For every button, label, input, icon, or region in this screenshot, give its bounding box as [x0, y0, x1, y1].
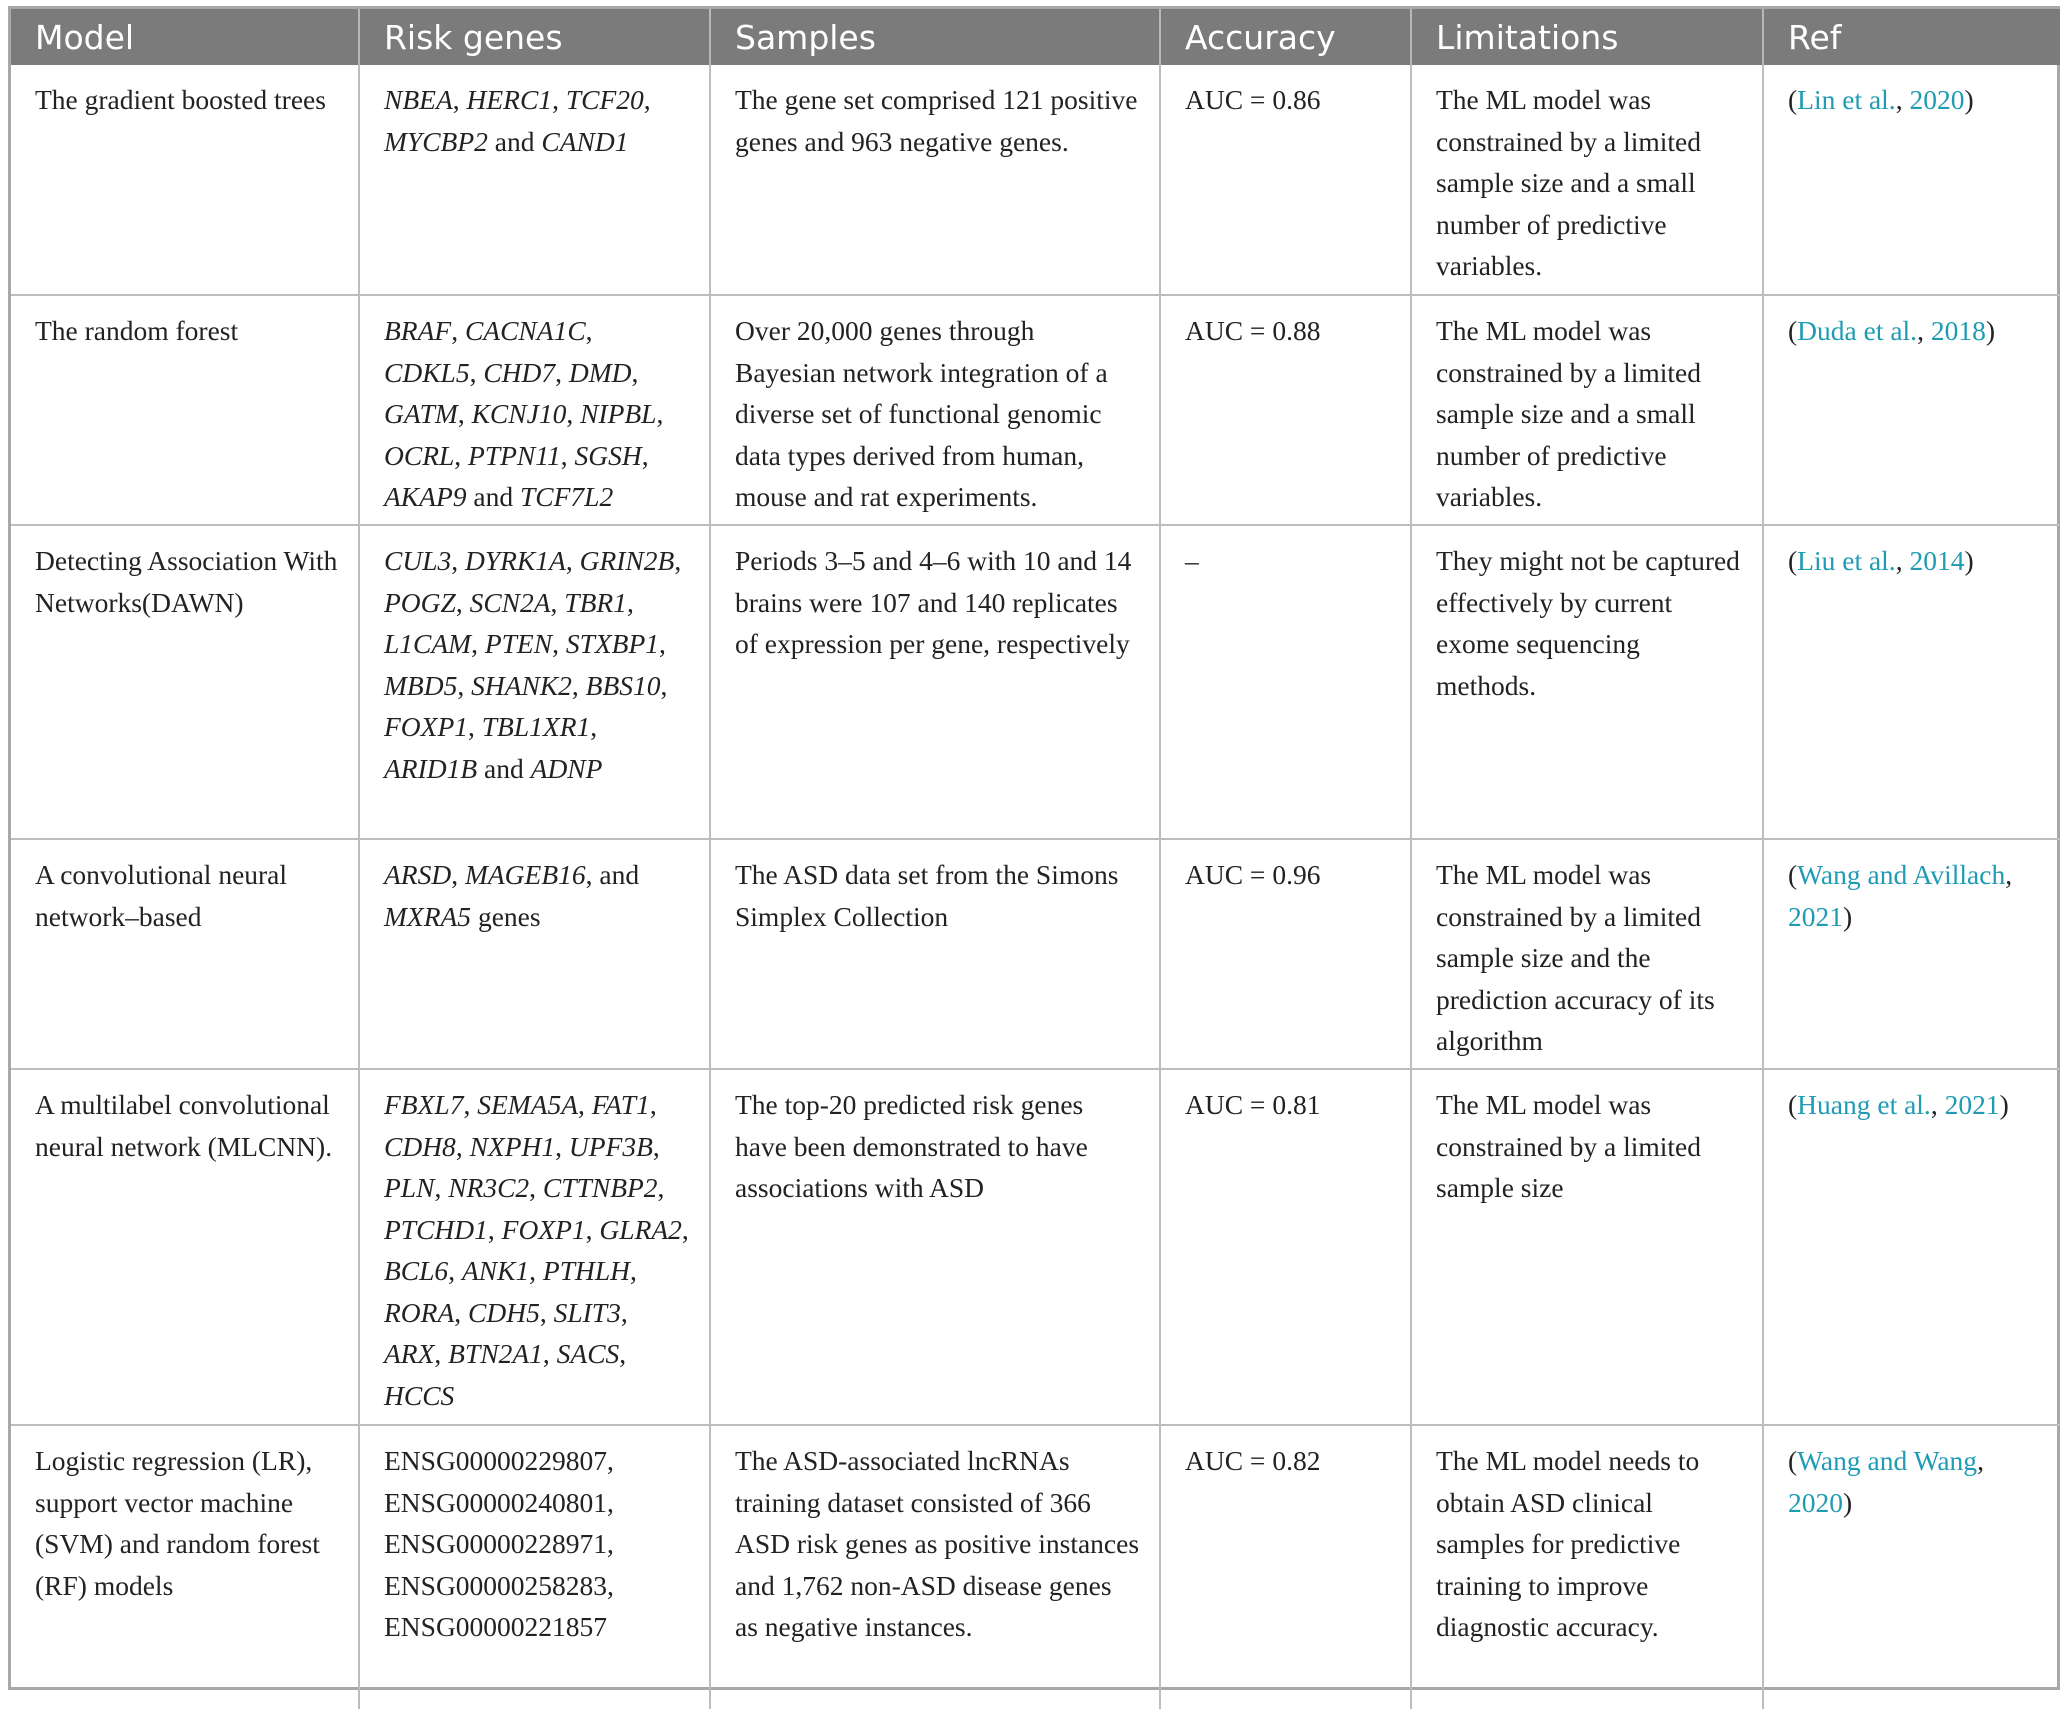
gene-separator: , [660, 669, 668, 701]
gene-name: MBD5 [384, 669, 458, 701]
gene-name: OCRL [384, 439, 455, 471]
gene-name: RORA [384, 1296, 455, 1328]
gene-name: CUL3 [384, 545, 452, 576]
gene-separator: , [448, 1255, 462, 1286]
ref-paren-close: ) [1985, 315, 1995, 346]
gene-separator: , [566, 398, 581, 429]
cell-model: A multilabel convolutional neural network (MLCNN). [11, 1069, 359, 1425]
cell-samples: The gene set comprised 121 positive genes and 963 negative genes. [710, 65, 1160, 295]
gene-name: PTPN11 [468, 439, 561, 471]
gene-name: STXBP1 [565, 628, 660, 659]
gene-name: POGZ [384, 586, 456, 618]
gene-separator: , [649, 1089, 657, 1120]
gene-separator: , [454, 439, 469, 471]
gene-separator: , [454, 1296, 469, 1328]
header-samples: Samples [710, 9, 1160, 65]
gene-name: HCCS [384, 1379, 455, 1411]
gene-name: PTHLH [542, 1255, 631, 1286]
cell-limitations: The ML model was constrained by a limited sample size and a small number of predictive variables. [1411, 65, 1763, 295]
citation-authors-link[interactable]: Lin et al. [1797, 84, 1896, 115]
gene-name: AKAP9 [384, 481, 467, 512]
cell-model: The random forest [11, 295, 359, 525]
gene-separator: , [452, 84, 467, 115]
gene-name: GLRA2 [599, 1213, 682, 1245]
cell-samples: The top-20 predicted risk genes have been demonstrated to have associations with ASD [710, 1069, 1160, 1425]
gene-separator: , [652, 1130, 660, 1162]
gene-separator: , [539, 1296, 554, 1328]
gene-name: DYRK1A [465, 545, 566, 576]
gene-name: SCN2A [469, 586, 551, 618]
gene-name: SACS [556, 1338, 620, 1369]
cell-accuracy: AUC = 0.88 [1160, 295, 1411, 525]
gene-separator: , [657, 1172, 665, 1203]
gene-separator: , [674, 545, 682, 576]
cell-ref [1763, 525, 2060, 839]
gene-separator: ENSG00000229807, ENSG00000240801, ENSG00000228971, ENSG00000258283, ENSG00000221857 [384, 1445, 614, 1642]
gene-separator: , [631, 356, 639, 388]
gene-separator: , [552, 84, 566, 115]
gene-separator: , [451, 859, 465, 890]
ref-paren-close: ) [1964, 545, 1974, 576]
gene-separator: , [590, 711, 598, 742]
gene-name: SHANK2 [471, 669, 572, 701]
table-row [11, 1069, 2060, 1425]
gene-name: TBR1 [564, 586, 627, 618]
gene-separator: , [550, 586, 565, 618]
gene-name: TBL1XR1 [481, 711, 591, 742]
cell-samples: Periods 3–5 and 4–6 with 10 and 14 brains were 107 and 140 replicates of expression per gene, respectively [710, 525, 1160, 839]
header-model: Model [11, 9, 359, 65]
gene-separator: and [477, 752, 531, 784]
cell-limitations: The ML model was constrained by a limited sample size and a small number of predictive variables. [1411, 295, 1763, 525]
gene-name: CHD7 [483, 356, 556, 388]
gene-name: NXPH1 [469, 1130, 556, 1162]
table-row [11, 295, 2060, 525]
gene-name: NIPBL [580, 398, 657, 429]
header-row [11, 9, 2060, 65]
cell-limitations: They might not be captured effectively by current exome sequencing methods. [1411, 525, 1763, 839]
cell-risk-genes [359, 1425, 710, 1709]
gene-separator: , [571, 669, 586, 701]
ref-paren-open: ( [1788, 1089, 1798, 1120]
gene-separator: , [619, 1338, 627, 1369]
cell-ref [1763, 295, 2060, 525]
gene-separator: , [471, 628, 485, 659]
cell-risk-genes [359, 1069, 710, 1425]
citation-year-link[interactable]: 2021 [1788, 900, 1843, 932]
gene-separator: , [457, 669, 472, 701]
citation-authors-link[interactable]: Liu et al. [1797, 545, 1896, 576]
cell-samples: Over 20,000 genes through Bayesian network integration of a diverse set of functional genomic data types derived from human, mouse and rat experiments. [710, 295, 1160, 525]
table [11, 9, 2060, 1709]
model-comparison-table [8, 6, 2060, 1690]
cell-risk-genes [359, 525, 710, 839]
gene-name: CAND1 [541, 125, 629, 157]
citation-authors-link[interactable]: Huang et al. [1797, 1089, 1931, 1120]
gene-name: SGSH [574, 439, 642, 471]
gene-separator: , [469, 356, 484, 388]
ref-paren-open: ( [1788, 1445, 1798, 1476]
gene-name: PTCHD1 [384, 1213, 488, 1245]
cell-model: The gradient boosted trees [35, 84, 326, 115]
gene-separator: , [626, 586, 634, 618]
gene-separator: , [643, 84, 651, 115]
table-row [11, 525, 2060, 839]
citation-authors-link[interactable]: Wang and Wang [1797, 1445, 1978, 1476]
gene-separator: genes [471, 900, 541, 932]
citation-year-link[interactable]: 2021 [1944, 1089, 2000, 1120]
cell-ref [1763, 1069, 2060, 1425]
gene-separator: and [466, 481, 520, 512]
gene-name: PTEN [484, 628, 553, 659]
ref-paren-open: ( [1788, 545, 1798, 576]
ref-paren-close: ) [1964, 84, 1974, 115]
gene-separator: , [585, 1213, 600, 1245]
gene-name: MAGEB16 [464, 859, 586, 890]
cell-model: A convolutional neural network–based [11, 839, 359, 1069]
gene-name: CACNA1C [464, 315, 586, 346]
gene-name: FAT1 [591, 1089, 650, 1120]
gene-name: UPF3B [568, 1130, 653, 1162]
cell-accuracy: AUC = 0.96 [1160, 839, 1411, 1069]
header-ref: Ref [1763, 9, 2060, 65]
gene-separator: , [542, 1338, 557, 1369]
header-risk-genes: Risk genes [359, 9, 710, 65]
cell-model: Logistic regression (LR), support vector machine (SVM) and random forest (RF) models [11, 1425, 359, 1709]
gene-name: ARX [384, 1338, 435, 1369]
ref-paren-close: ) [1843, 1486, 1853, 1518]
ref-separator: , [1895, 545, 1910, 576]
gene-name: DMD [568, 356, 632, 388]
table-row [11, 1425, 2060, 1709]
gene-separator: , [681, 1213, 689, 1245]
table-row [11, 65, 2060, 295]
gene-separator: , [630, 1255, 637, 1286]
gene-name: PLN [384, 1172, 435, 1203]
table-header [11, 9, 2060, 65]
citation-authors-link[interactable]: Duda et al. [1797, 315, 1918, 346]
gene-name: NBEA [384, 84, 453, 115]
gene-name: ADNP [530, 752, 603, 784]
gene-name: BCL6 [384, 1255, 449, 1286]
cell-samples: The ASD-associated lncRNAs training dataset consisted of 366 ASD risk genes as positive instances and 1,762 non-ASD disease genes as negative instances. [710, 1425, 1160, 1709]
gene-name: TCF20 [565, 84, 644, 115]
gene-name: GRIN2B [579, 545, 675, 576]
cell-limitations: The ML model was constrained by a limited sample size [1411, 1069, 1763, 1425]
gene-separator: , [455, 1130, 470, 1162]
gene-name: CTTNBP2 [542, 1172, 658, 1203]
ref-paren-close: ) [1999, 1089, 2009, 1120]
gene-separator: , [560, 439, 575, 471]
gene-name: NR3C2 [448, 1172, 530, 1203]
gene-name: BBS10 [585, 669, 661, 701]
ref-paren-open: ( [1788, 315, 1798, 346]
table-body [11, 65, 2060, 1709]
ref-paren-close: ) [1843, 900, 1853, 932]
citation-year-link[interactable]: 2020 [1788, 1486, 1843, 1518]
gene-separator: , [552, 628, 566, 659]
gene-separator: , [468, 711, 482, 742]
gene-separator: , [555, 1130, 569, 1162]
gene-separator: , and [585, 859, 640, 890]
cell-risk-genes [359, 65, 710, 295]
gene-name: CDH8 [384, 1130, 456, 1162]
header-limitations: Limitations [1411, 9, 1763, 65]
cell-accuracy: – [1160, 525, 1411, 839]
header-accuracy: Accuracy [1160, 9, 1411, 65]
ref-separator: , [1930, 1089, 1945, 1120]
gene-name: SEMA5A [477, 1089, 579, 1120]
gene-name: TCF7L2 [519, 481, 614, 512]
gene-name: CDKL5 [384, 356, 470, 388]
gene-name: FOXP1 [501, 1213, 586, 1245]
gene-separator: , [457, 398, 472, 429]
gene-name: KCNJ10 [471, 398, 567, 429]
ref-separator: , [1977, 1445, 1984, 1476]
ref-separator: , [2005, 859, 2013, 890]
gene-separator: , [487, 1213, 502, 1245]
ref-separator: , [1917, 315, 1931, 346]
gene-name: BRAF [384, 315, 452, 346]
gene-name: CDH5 [468, 1296, 540, 1328]
cell-ref [1763, 1425, 2060, 1709]
gene-separator: , [434, 1338, 449, 1369]
cell-limitations: The ML model needs to obtain ASD clinical samples for predictive training to improve diagnostic accuracy. [1411, 1425, 1763, 1709]
gene-separator: , [555, 356, 569, 388]
cell-model: Detecting Association With Networks(DAWN) [11, 525, 359, 839]
gene-separator: , [620, 1296, 628, 1328]
ref-paren-open: ( [1788, 84, 1798, 115]
gene-name: GATM [384, 398, 458, 429]
gene-separator: , [463, 1089, 478, 1120]
gene-name: FBXL7 [384, 1089, 464, 1120]
gene-name: MXRA5 [384, 900, 472, 932]
gene-separator: , [451, 545, 465, 576]
citation-year-link[interactable]: 2014 [1909, 545, 1965, 576]
citation-year-link[interactable]: 2018 [1930, 315, 1986, 346]
gene-separator: and [487, 125, 542, 157]
gene-name: ARSD [384, 859, 452, 890]
cell-limitations: The ML model was constrained by a limited sample size and the prediction accuracy of its algorithm [1411, 839, 1763, 1069]
cell-samples: The ASD data set from the Simons Simplex Collection [710, 839, 1160, 1069]
ref-paren-open: ( [1788, 859, 1798, 890]
gene-separator: , [529, 1172, 543, 1203]
gene-name: BTN2A1 [448, 1338, 543, 1369]
gene-name: ARID1B [384, 752, 478, 784]
gene-name: FOXP1 [384, 711, 469, 742]
gene-name: L1CAM [384, 628, 472, 659]
gene-separator: , [529, 1255, 543, 1286]
gene-separator: , [451, 315, 465, 346]
gene-name: ANK1 [461, 1255, 530, 1286]
gene-separator: , [455, 586, 470, 618]
gene-separator: , [659, 628, 666, 659]
gene-name: SLIT3 [553, 1296, 621, 1328]
cell-ref [1763, 839, 2060, 1069]
gene-name: HERC1 [466, 84, 553, 115]
cell-accuracy: AUC = 0.86 [1160, 65, 1411, 295]
gene-separator: , [656, 398, 664, 429]
gene-name: MYCBP2 [384, 125, 488, 157]
cell-ref [1763, 65, 2060, 295]
citation-authors-link[interactable]: Wang and Avillach [1797, 859, 2006, 890]
gene-separator: , [434, 1172, 449, 1203]
gene-separator: , [641, 439, 649, 471]
cell-risk-genes [359, 839, 710, 1069]
table-row [11, 839, 2060, 1069]
gene-separator: , [565, 545, 580, 576]
citation-year-link[interactable]: 2020 [1909, 84, 1965, 115]
gene-separator: , [585, 315, 593, 346]
cell-accuracy: AUC = 0.81 [1160, 1069, 1411, 1425]
cell-accuracy: AUC = 0.82 [1160, 1425, 1411, 1709]
ref-separator: , [1895, 84, 1910, 115]
gene-separator: , [578, 1089, 592, 1120]
cell-risk-genes [359, 295, 710, 525]
